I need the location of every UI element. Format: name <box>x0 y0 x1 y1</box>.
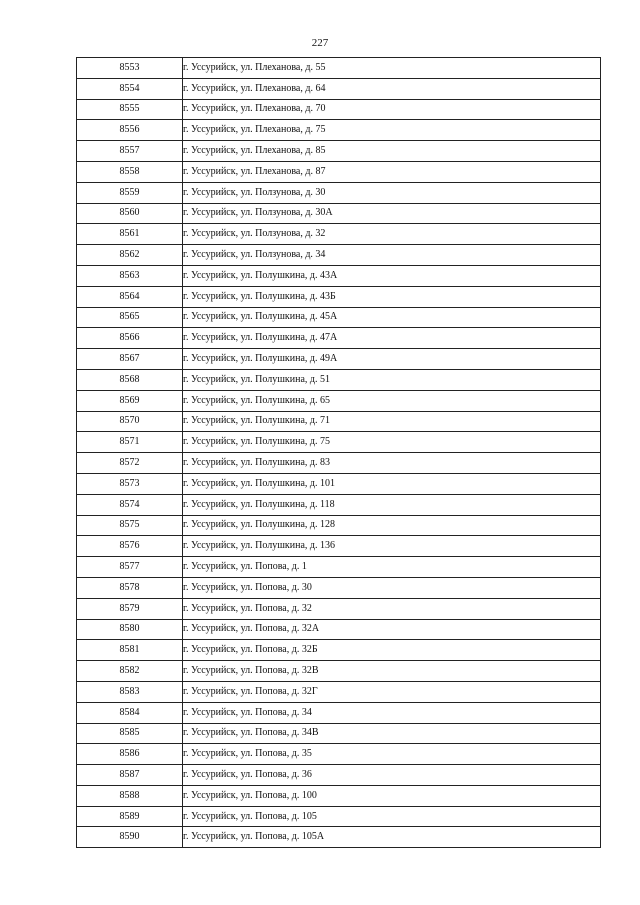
row-address: г. Уссурийск, ул. Ползунова, д. 30 <box>183 182 601 203</box>
row-address: г. Уссурийск, ул. Полушкина, д. 47А <box>183 328 601 349</box>
table-row <box>77 369 601 390</box>
row-address: г. Уссурийск, ул. Полушкина, д. 51 <box>183 369 601 390</box>
row-address: г. Уссурийск, ул. Полушкина, д. 49А <box>183 349 601 370</box>
table-row <box>77 827 601 848</box>
table-row <box>77 161 601 182</box>
table-row <box>77 328 601 349</box>
row-address: г. Уссурийск, ул. Попова, д. 30 <box>183 577 601 598</box>
table-row <box>77 494 601 515</box>
row-number: 8586 <box>77 744 183 765</box>
table-row <box>77 806 601 827</box>
row-number: 8582 <box>77 661 183 682</box>
row-address: г. Уссурийск, ул. Полушкина, д. 75 <box>183 432 601 453</box>
row-number: 8564 <box>77 286 183 307</box>
row-number: 8563 <box>77 265 183 286</box>
table-row <box>77 349 601 370</box>
row-address: г. Уссурийск, ул. Ползунова, д. 30А <box>183 203 601 224</box>
table-row <box>77 99 601 120</box>
row-number: 8590 <box>77 827 183 848</box>
table-row <box>77 453 601 474</box>
row-address: г. Уссурийск, ул. Ползунова, д. 34 <box>183 245 601 266</box>
table-row <box>77 224 601 245</box>
row-address: г. Уссурийск, ул. Попова, д. 105А <box>183 827 601 848</box>
row-address: г. Уссурийск, ул. Плеханова, д. 64 <box>183 78 601 99</box>
table-row <box>77 557 601 578</box>
row-number: 8572 <box>77 453 183 474</box>
row-address: г. Уссурийск, ул. Плеханова, д. 85 <box>183 141 601 162</box>
table-row <box>77 702 601 723</box>
table-row <box>77 286 601 307</box>
row-number: 8558 <box>77 161 183 182</box>
row-number: 8575 <box>77 515 183 536</box>
row-address: г. Уссурийск, ул. Попова, д. 32 <box>183 598 601 619</box>
table-row <box>77 265 601 286</box>
table-row <box>77 58 601 79</box>
row-address: г. Уссурийск, ул. Ползунова, д. 32 <box>183 224 601 245</box>
table-row <box>77 411 601 432</box>
row-address: г. Уссурийск, ул. Полушкина, д. 83 <box>183 453 601 474</box>
row-number: 8557 <box>77 141 183 162</box>
row-number: 8579 <box>77 598 183 619</box>
table-row <box>77 681 601 702</box>
table-row <box>77 515 601 536</box>
row-number: 8560 <box>77 203 183 224</box>
row-number: 8555 <box>77 99 183 120</box>
row-number: 8567 <box>77 349 183 370</box>
table-row <box>77 744 601 765</box>
row-address: г. Уссурийск, ул. Попова, д. 34 <box>183 702 601 723</box>
row-address: г. Уссурийск, ул. Полушкина, д. 71 <box>183 411 601 432</box>
row-number: 8587 <box>77 765 183 786</box>
table-row <box>77 765 601 786</box>
row-address: г. Уссурийск, ул. Попова, д. 32Б <box>183 640 601 661</box>
row-address: г. Уссурийск, ул. Плеханова, д. 55 <box>183 58 601 79</box>
row-address: г. Уссурийск, ул. Полушкина, д. 136 <box>183 536 601 557</box>
row-number: 8576 <box>77 536 183 557</box>
table-row <box>77 120 601 141</box>
row-number: 8573 <box>77 473 183 494</box>
table-row <box>77 661 601 682</box>
row-address: г. Уссурийск, ул. Полушкина, д. 43А <box>183 265 601 286</box>
table-row <box>77 598 601 619</box>
row-number: 8577 <box>77 557 183 578</box>
row-address: г. Уссурийск, ул. Полушкина, д. 118 <box>183 494 601 515</box>
row-number: 8554 <box>77 78 183 99</box>
row-number: 8589 <box>77 806 183 827</box>
row-number: 8569 <box>77 390 183 411</box>
row-address: г. Уссурийск, ул. Попова, д. 32В <box>183 661 601 682</box>
table-row <box>77 390 601 411</box>
row-number: 8585 <box>77 723 183 744</box>
table-row <box>77 307 601 328</box>
page-number: 227 <box>311 37 329 49</box>
table-row <box>77 182 601 203</box>
table-row <box>77 723 601 744</box>
row-number: 8565 <box>77 307 183 328</box>
table-row <box>77 640 601 661</box>
row-address: г. Уссурийск, ул. Полушкина, д. 65 <box>183 390 601 411</box>
row-address: г. Уссурийск, ул. Попова, д. 35 <box>183 744 601 765</box>
row-address: г. Уссурийск, ул. Попова, д. 105 <box>183 806 601 827</box>
row-number: 8568 <box>77 369 183 390</box>
row-address: г. Уссурийск, ул. Попова, д. 34В <box>183 723 601 744</box>
table-row <box>77 245 601 266</box>
row-number: 8581 <box>77 640 183 661</box>
row-number: 8561 <box>77 224 183 245</box>
table-row <box>77 78 601 99</box>
row-number: 8574 <box>77 494 183 515</box>
row-number: 8588 <box>77 785 183 806</box>
table-row <box>77 203 601 224</box>
row-number: 8578 <box>77 577 183 598</box>
row-address: г. Уссурийск, ул. Полушкина, д. 101 <box>183 473 601 494</box>
row-number: 8556 <box>77 120 183 141</box>
row-number: 8570 <box>77 411 183 432</box>
row-address: г. Уссурийск, ул. Попова, д. 36 <box>183 765 601 786</box>
table-row <box>77 536 601 557</box>
row-number: 8562 <box>77 245 183 266</box>
row-number: 8566 <box>77 328 183 349</box>
row-number: 8580 <box>77 619 183 640</box>
address-table-body <box>77 58 601 848</box>
row-address: г. Уссурийск, ул. Плеханова, д. 70 <box>183 99 601 120</box>
table-row <box>77 619 601 640</box>
table-row <box>77 141 601 162</box>
row-address: г. Уссурийск, ул. Полушкина, д. 128 <box>183 515 601 536</box>
row-number: 8583 <box>77 681 183 702</box>
row-address: г. Уссурийск, ул. Попова, д. 32Г <box>183 681 601 702</box>
row-address: г. Уссурийск, ул. Плеханова, д. 75 <box>183 120 601 141</box>
table-row <box>77 785 601 806</box>
row-address: г. Уссурийск, ул. Плеханова, д. 87 <box>183 161 601 182</box>
table-row <box>77 577 601 598</box>
row-number: 8571 <box>77 432 183 453</box>
row-address: г. Уссурийск, ул. Попова, д. 32А <box>183 619 601 640</box>
row-address: г. Уссурийск, ул. Попова, д. 1 <box>183 557 601 578</box>
row-number: 8559 <box>77 182 183 203</box>
table-row <box>77 432 601 453</box>
row-address: г. Уссурийск, ул. Попова, д. 100 <box>183 785 601 806</box>
row-address: г. Уссурийск, ул. Полушкина, д. 45А <box>183 307 601 328</box>
row-number: 8553 <box>77 58 183 79</box>
address-table <box>76 57 601 848</box>
row-number: 8584 <box>77 702 183 723</box>
table-row <box>77 473 601 494</box>
row-address: г. Уссурийск, ул. Полушкина, д. 43Б <box>183 286 601 307</box>
